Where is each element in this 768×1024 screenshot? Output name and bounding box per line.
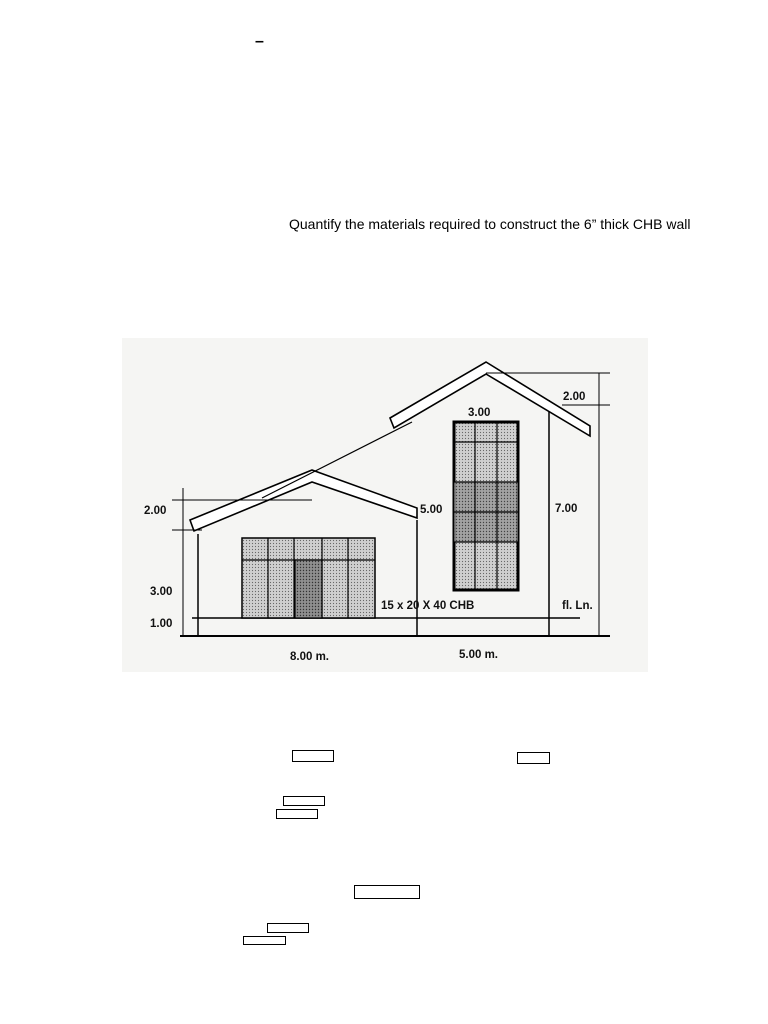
house-elevation-figure	[122, 338, 648, 672]
answer-box[interactable]	[267, 923, 309, 933]
label-floor-line: fl. Ln.	[562, 600, 593, 612]
label-left-gable: 2.00	[144, 505, 167, 517]
answer-box[interactable]	[283, 796, 325, 806]
question-text: Quantify the materials required to construct the 6” thick CHB wall	[289, 216, 691, 232]
label-left-width: 8.00 m.	[290, 651, 329, 663]
label-wall-height: 3.00	[150, 586, 173, 598]
answer-box[interactable]	[354, 885, 420, 899]
answer-box[interactable]	[243, 936, 286, 945]
elevation-drawing	[122, 338, 648, 672]
label-right-gable: 2.00	[563, 391, 586, 403]
label-right-width: 5.00 m.	[459, 649, 498, 661]
door	[295, 560, 322, 618]
answer-box[interactable]	[517, 752, 550, 764]
answer-box[interactable]	[276, 809, 318, 819]
answer-box[interactable]	[292, 750, 334, 762]
label-total-height: 7.00	[555, 503, 578, 515]
header-dash: –	[255, 33, 264, 50]
label-chb-note: 15 x 20 X 40 CHB	[381, 600, 475, 612]
label-window-width: 3.00	[468, 407, 491, 419]
label-base-height: 1.00	[150, 618, 173, 630]
label-middle-height: 5.00	[420, 504, 443, 516]
